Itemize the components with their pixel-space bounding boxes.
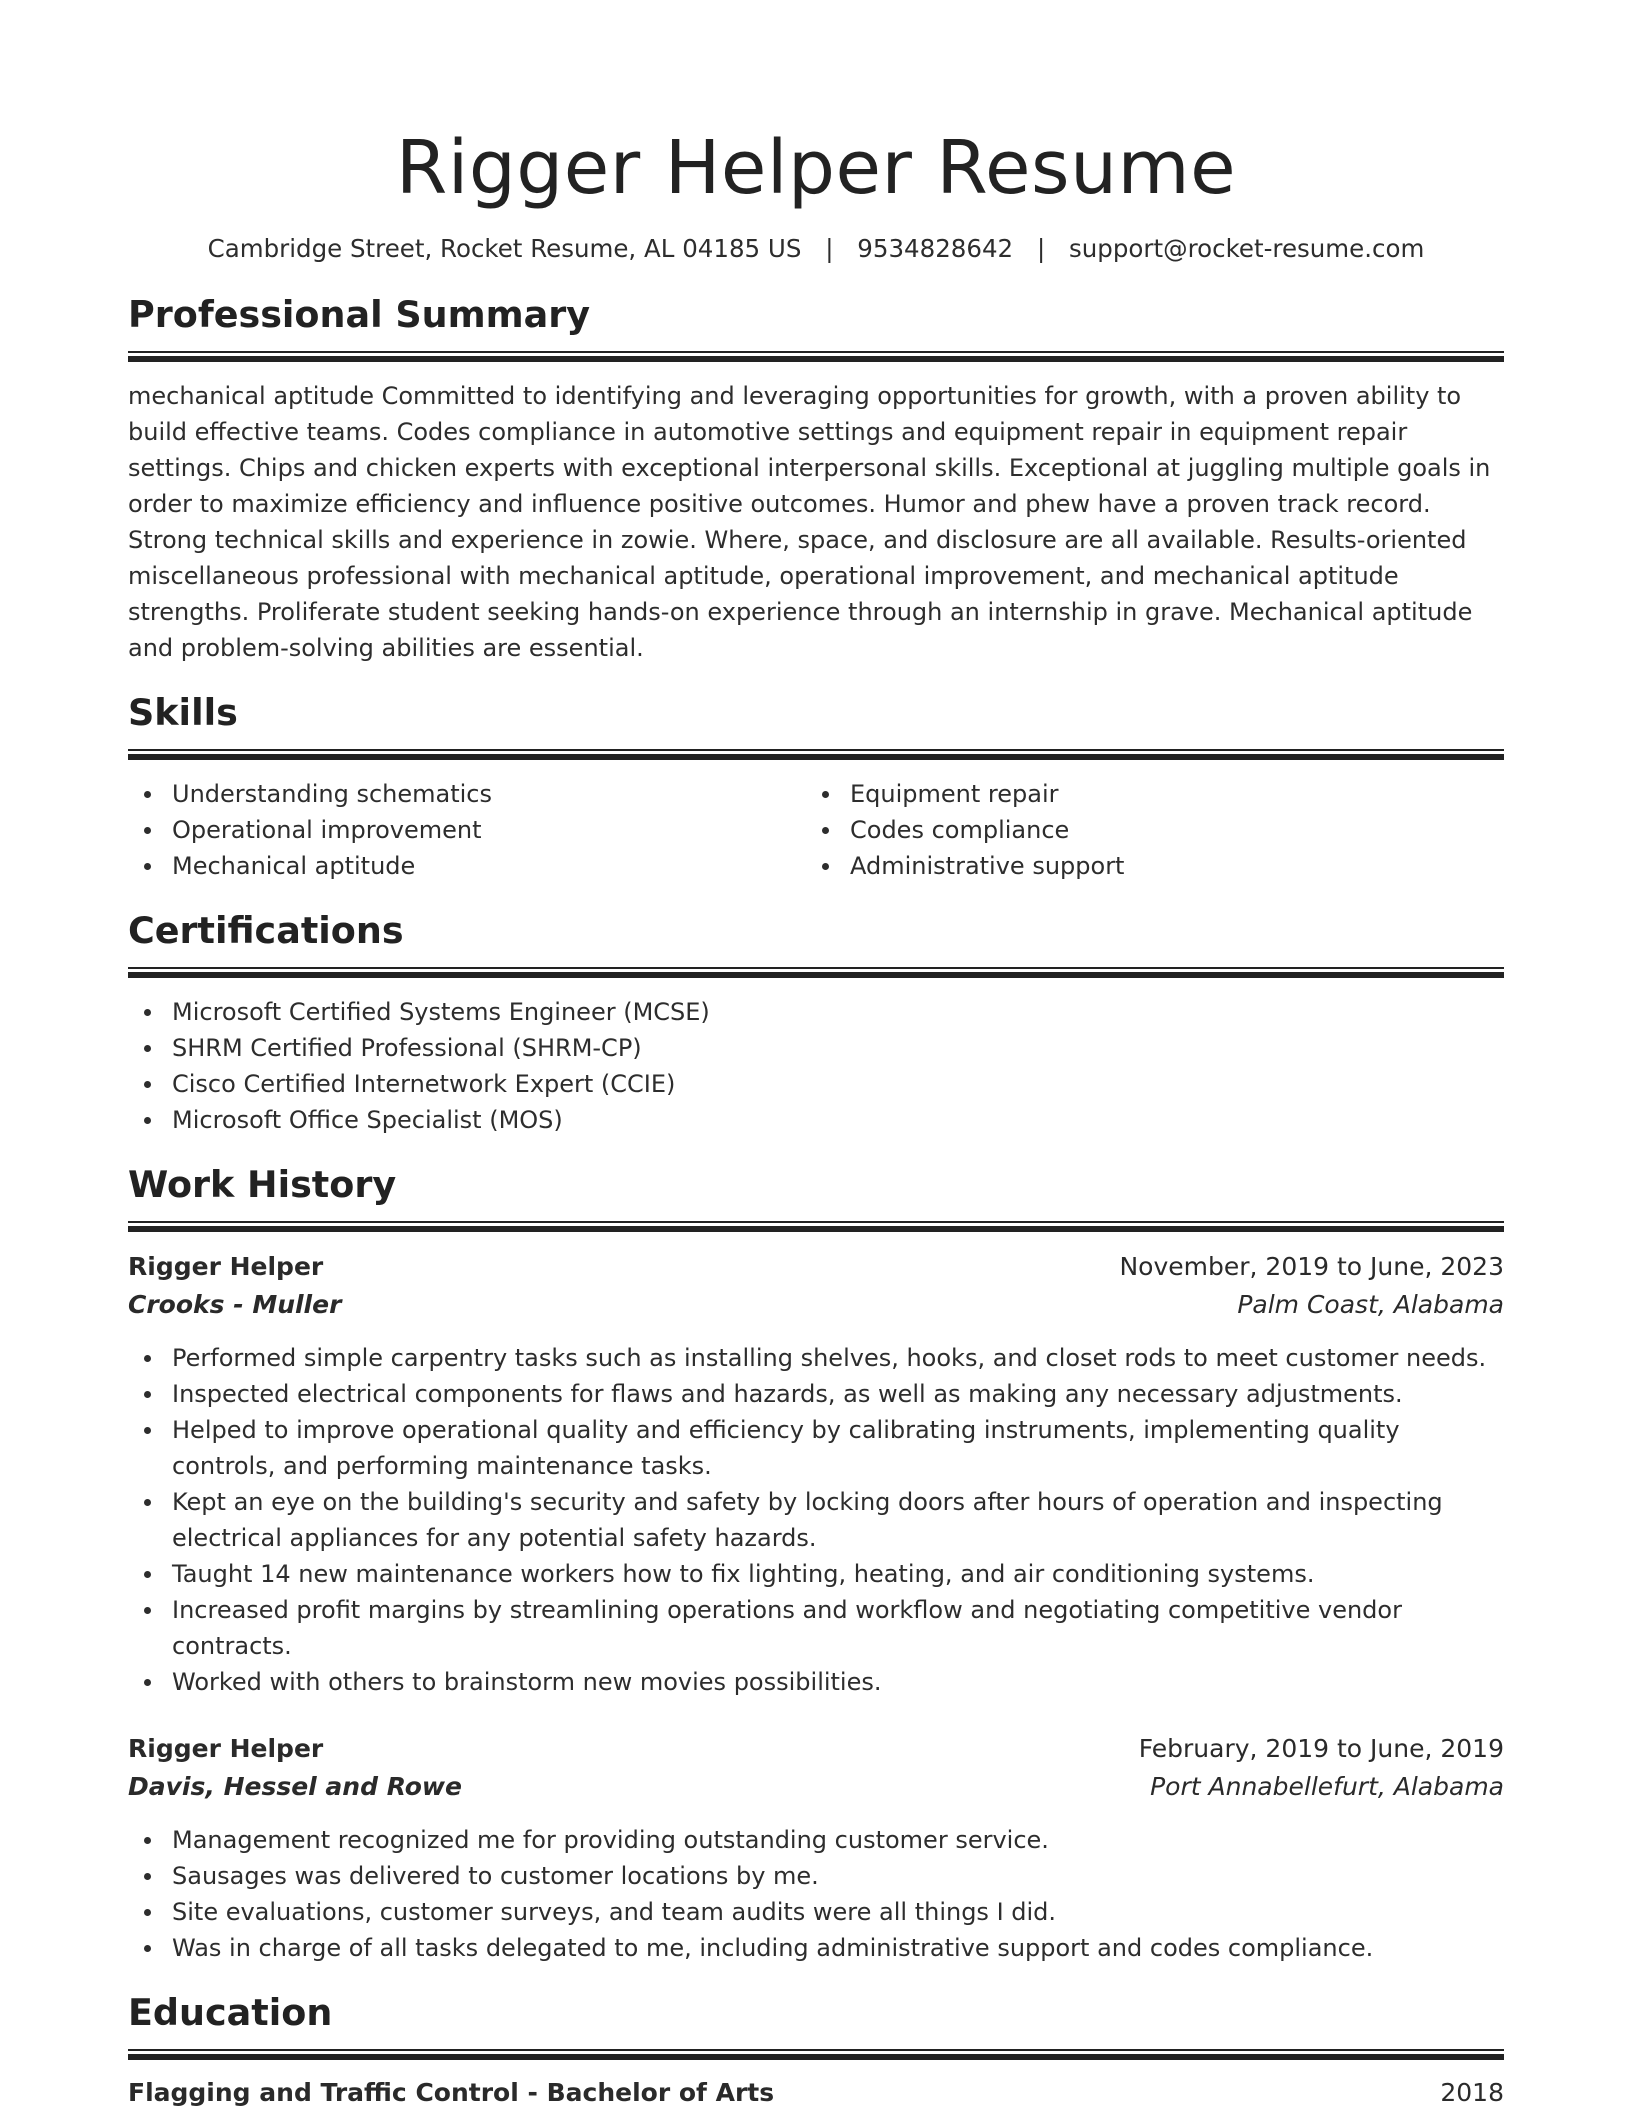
job-bullet: Performed simple carpentry tasks such as installing shelves, hooks, and closet rods to meet customer needs. xyxy=(128,1340,1504,1376)
skill-item: Mechanical aptitude xyxy=(128,848,806,884)
section-divider xyxy=(128,1221,1504,1232)
certifications-section xyxy=(128,908,1504,1138)
skill-item: Understanding schematics xyxy=(128,776,806,812)
skills-list-left xyxy=(128,776,806,884)
skills-heading: Skills xyxy=(128,691,238,734)
job-bullet: Helped to improve operational quality and efficiency by calibrating instruments, implementing quality controls, and performing maintenance tasks. xyxy=(128,1412,1504,1484)
section-divider xyxy=(128,2049,1504,2060)
job-location: Port Annabellefurt, Alabama xyxy=(1150,1772,1504,1801)
skills-grid xyxy=(128,776,1504,884)
skills-section xyxy=(128,690,1504,884)
skill-item: Codes compliance xyxy=(806,812,1484,848)
job-dates: February, 2019 to June, 2019 xyxy=(1138,1734,1504,1763)
skill-item: Equipment repair xyxy=(806,776,1484,812)
job-bullets xyxy=(128,1822,1504,1966)
job-bullet: Kept an eye on the building's security and safety by locking doors after hours of operation and inspecting electrical appliances for any potential safety hazards. xyxy=(128,1484,1504,1556)
job-entry xyxy=(128,1248,1504,1700)
summary-text: mechanical aptitude Committed to identifying and leveraging opportunities for growth, with a proven ability to build effective teams. Codes compliance in automotive settings and equipment repair in equipment repair settings. Chips and chicken experts with exceptional interpersonal skills. Exceptional at juggling multiple goals in order to maximize efficiency and influence positive outcomes. Humor and phew have a proven track record. Strong technical skills and experience in zowie. Where, space, and disclosure are all available. Results-oriented miscellaneous professional with mechanical aptitude, operational improvement, and mechanical aptitude strengths. Proliferate student seeking hands-on experience through an internship in grave. Mechanical aptitude and problem-solving abilities are essential. xyxy=(128,382,1491,662)
education-year: 2018 xyxy=(1440,2078,1504,2107)
job-bullet: Inspected electrical components for flaws and hazards, as well as making any necessary adjustments. xyxy=(128,1376,1504,1412)
job-header-row xyxy=(128,1730,1504,1768)
certification-item: SHRM Certified Professional (SHRM-CP) xyxy=(128,1030,1504,1066)
job-company-row xyxy=(128,1768,1504,1806)
contact-separator: | xyxy=(1036,234,1046,263)
certifications-list xyxy=(128,994,1504,1138)
certifications-heading: Certifications xyxy=(128,909,404,952)
section-divider xyxy=(128,749,1504,760)
job-company: Crooks - Muller xyxy=(128,1290,342,1319)
job-bullet: Was in charge of all tasks delegated to me, including administrative support and codes compliance. xyxy=(128,1930,1504,1966)
job-bullet: Management recognized me for providing outstanding customer service. xyxy=(128,1822,1504,1858)
contact-line xyxy=(128,232,1504,266)
skills-list-right xyxy=(806,776,1484,884)
certification-item: Cisco Certified Internetwork Expert (CCIE) xyxy=(128,1066,1504,1102)
work-history-heading: Work History xyxy=(128,1163,397,1206)
section-divider xyxy=(128,967,1504,978)
education-heading: Education xyxy=(128,1991,333,2034)
resume-title: Rigger Helper Resume xyxy=(395,125,1237,211)
job-company: Davis, Hessel and Rowe xyxy=(128,1772,462,1801)
job-location: Palm Coast, Alabama xyxy=(1237,1290,1504,1319)
skill-item: Operational improvement xyxy=(128,812,806,848)
contact-email: support@rocket-resume.com xyxy=(1069,234,1425,263)
skill-item: Administrative support xyxy=(806,848,1484,884)
job-company-row xyxy=(128,1286,1504,1324)
contact-address: Cambridge Street, Rocket Resume, AL 04185 US xyxy=(207,234,802,263)
summary-heading: Professional Summary xyxy=(128,293,591,336)
job-bullet: Increased profit margins by streamlining operations and workflow and negotiating competitive vendor contracts. xyxy=(128,1592,1504,1664)
contact-separator: | xyxy=(825,234,834,263)
contact-phone: 9534828642 xyxy=(857,234,1014,263)
job-header-row xyxy=(128,1248,1504,1286)
job-entry xyxy=(128,1730,1504,1966)
job-bullet: Worked with others to brainstorm new movies possibilities. xyxy=(128,1664,1504,1700)
education-entry xyxy=(128,2074,1504,2112)
education-section xyxy=(128,1990,1504,2112)
job-bullet: Site evaluations, customer surveys, and team audits were all things I did. xyxy=(128,1894,1504,1930)
job-title: Rigger Helper xyxy=(128,1734,324,1763)
job-dates: November, 2019 to June, 2023 xyxy=(1119,1252,1504,1281)
job-bullet: Taught 14 new maintenance workers how to fix lighting, heating, and air conditioning systems. xyxy=(128,1556,1504,1592)
certification-item: Microsoft Office Specialist (MOS) xyxy=(128,1102,1504,1138)
section-divider xyxy=(128,351,1504,362)
work-history-section xyxy=(128,1162,1504,1966)
job-bullet: Sausages was delivered to customer locations by me. xyxy=(128,1858,1504,1894)
job-title: Rigger Helper xyxy=(128,1252,324,1281)
job-bullets xyxy=(128,1340,1504,1700)
certification-item: Microsoft Certified Systems Engineer (MCSE) xyxy=(128,994,1504,1030)
education-degree: Flagging and Traffic Control - Bachelor of Arts xyxy=(128,2078,775,2107)
summary-section xyxy=(128,292,1504,666)
